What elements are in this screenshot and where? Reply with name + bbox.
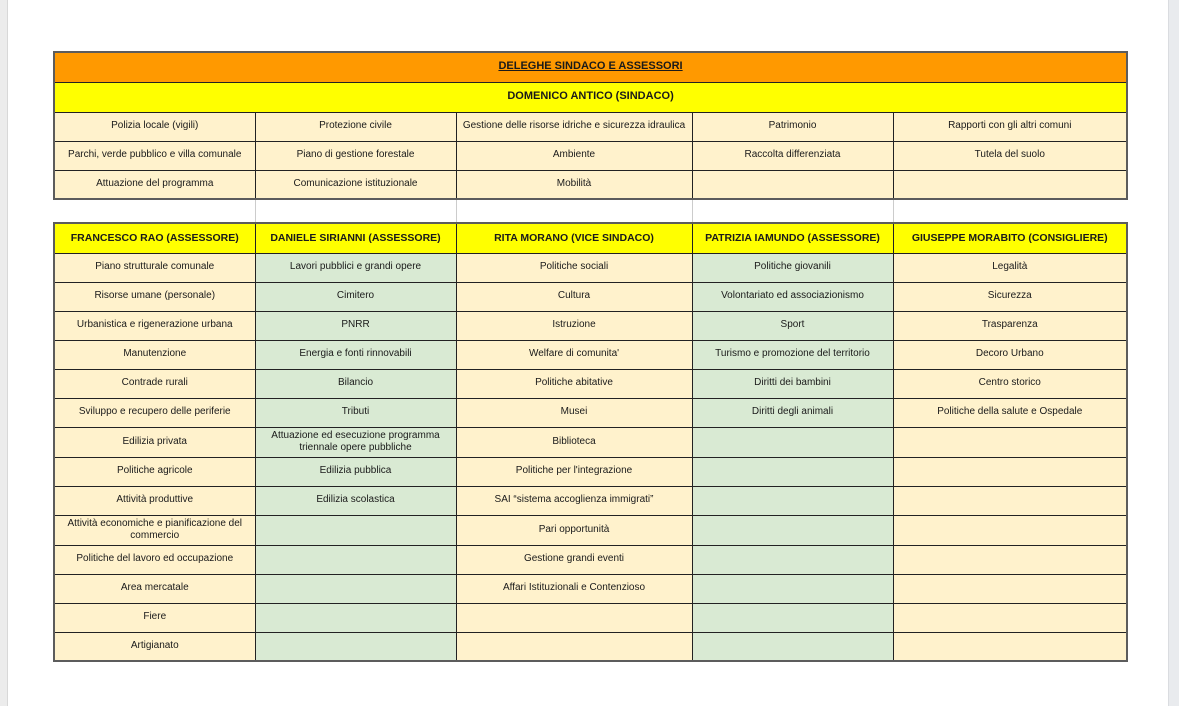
gap-column-divider (456, 200, 457, 222)
delega-cell (692, 170, 893, 199)
delega-cell: Protezione civile (255, 112, 456, 141)
table-row (54, 515, 1127, 545)
delega-cell: Attuazione ed esecuzione programma triennale opere pubbliche (255, 427, 456, 457)
table-row (54, 632, 1127, 661)
delega-cell (255, 603, 456, 632)
delega-cell: Politiche abitative (456, 369, 692, 398)
table-row (54, 282, 1127, 311)
delega-cell: Decoro Urbano (893, 340, 1127, 369)
delega-cell: Politiche per l'integrazione (456, 457, 692, 486)
delega-cell (893, 486, 1127, 515)
table-row (54, 170, 1127, 199)
delega-cell: Ambiente (456, 141, 692, 170)
sindaco-delegations-table (53, 51, 1128, 200)
table-row (54, 603, 1127, 632)
scrollbar-track[interactable] (1168, 0, 1179, 706)
delega-cell (893, 603, 1127, 632)
delega-cell: Patrimonio (692, 112, 893, 141)
delega-cell: Biblioteca (456, 427, 692, 457)
delega-cell (692, 457, 893, 486)
delega-cell: Area mercatale (54, 574, 255, 603)
delega-cell: Gestione delle risorse idriche e sicurezza idraulica (456, 112, 692, 141)
table-row (54, 398, 1127, 427)
delega-cell: Politiche del lavoro ed occupazione (54, 545, 255, 574)
delega-cell: Diritti dei bambini (692, 369, 893, 398)
delega-cell: Turismo e promozione del territorio (692, 340, 893, 369)
table-row (54, 574, 1127, 603)
table-row (54, 311, 1127, 340)
delega-cell: Sport (692, 311, 893, 340)
gap-column-divider (255, 200, 256, 222)
delega-cell: Politiche della salute e Ospedale (893, 398, 1127, 427)
delega-cell: Contrade rurali (54, 369, 255, 398)
assessori-table-body (54, 253, 1127, 661)
assessori-delegations-table (53, 222, 1128, 662)
sindaco-header-row (54, 82, 1127, 112)
delega-cell (893, 545, 1127, 574)
delega-cell (692, 515, 893, 545)
table-row (54, 340, 1127, 369)
delega-cell: SAI “sistema accoglienza immigrati” (456, 486, 692, 515)
delega-cell (893, 457, 1127, 486)
delega-cell: Tutela del suolo (893, 141, 1127, 170)
delega-cell: Istruzione (456, 311, 692, 340)
table-row (54, 457, 1127, 486)
delega-cell: Mobilità (456, 170, 692, 199)
delega-cell: Edilizia scolastica (255, 486, 456, 515)
page-title: DELEGHE SINDACO E ASSESSORI (54, 52, 1127, 82)
delega-cell: Parchi, verde pubblico e villa comunale (54, 141, 255, 170)
delega-cell: Comunicazione istituzionale (255, 170, 456, 199)
delega-cell: Polizia locale (vigili) (54, 112, 255, 141)
left-gutter (0, 0, 8, 706)
delega-cell (893, 427, 1127, 457)
delega-cell (692, 427, 893, 457)
assessore-header-cell: RITA MORANO (VICE SINDACO) (456, 223, 692, 253)
delega-cell: Piano strutturale comunale (54, 253, 255, 282)
delega-cell: Manutenzione (54, 340, 255, 369)
delega-cell (893, 574, 1127, 603)
gap-column-divider (692, 200, 693, 222)
sindaco-table-body (54, 112, 1127, 199)
delega-cell: Musei (456, 398, 692, 427)
sindaco-header: DOMENICO ANTICO (SINDACO) (54, 82, 1127, 112)
delega-cell (692, 486, 893, 515)
delega-cell (893, 515, 1127, 545)
delega-cell: Lavori pubblici e grandi opere (255, 253, 456, 282)
table-row (54, 486, 1127, 515)
delega-cell (255, 632, 456, 661)
document-sheet (53, 51, 1130, 662)
table-gap (53, 200, 1126, 222)
delega-cell: Centro storico (893, 369, 1127, 398)
delega-cell (255, 515, 456, 545)
table-row (54, 141, 1127, 170)
delega-cell: Sviluppo e recupero delle periferie (54, 398, 255, 427)
delega-cell: PNRR (255, 311, 456, 340)
table-row (54, 545, 1127, 574)
assessore-header-cell: GIUSEPPE MORABITO (CONSIGLIERE) (893, 223, 1127, 253)
delega-cell: Politiche sociali (456, 253, 692, 282)
delega-cell: Attuazione del programma (54, 170, 255, 199)
delega-cell: Fiere (54, 603, 255, 632)
delega-cell (893, 632, 1127, 661)
delega-cell (255, 545, 456, 574)
delega-cell: Affari Istituzionali e Contenzioso (456, 574, 692, 603)
delega-cell: Rapporti con gli altri comuni (893, 112, 1127, 141)
delega-cell (692, 632, 893, 661)
delega-cell: Bilancio (255, 369, 456, 398)
delega-cell: Piano di gestione forestale (255, 141, 456, 170)
assessori-header-row (54, 223, 1127, 253)
delega-cell: Cultura (456, 282, 692, 311)
delega-cell (456, 603, 692, 632)
delega-cell: Cimitero (255, 282, 456, 311)
delega-cell (456, 632, 692, 661)
table-row (54, 253, 1127, 282)
table-row (54, 112, 1127, 141)
delega-cell: Attività produttive (54, 486, 255, 515)
table-row (54, 369, 1127, 398)
table-title-row (54, 52, 1127, 82)
delega-cell: Politiche giovanili (692, 253, 893, 282)
delega-cell (692, 545, 893, 574)
delega-cell: Politiche agricole (54, 457, 255, 486)
assessore-header-cell: PATRIZIA IAMUNDO (ASSESSORE) (692, 223, 893, 253)
delega-cell: Attività economiche e pianificazione del commercio (54, 515, 255, 545)
assessore-header-cell: FRANCESCO RAO (ASSESSORE) (54, 223, 255, 253)
delega-cell: Raccolta differenziata (692, 141, 893, 170)
gap-column-divider (893, 200, 894, 222)
delega-cell (692, 603, 893, 632)
delega-cell (893, 170, 1127, 199)
delega-cell: Legalità (893, 253, 1127, 282)
table-row (54, 427, 1127, 457)
delega-cell: Risorse umane (personale) (54, 282, 255, 311)
delega-cell: Diritti degli animali (692, 398, 893, 427)
delega-cell (692, 574, 893, 603)
delega-cell: Gestione grandi eventi (456, 545, 692, 574)
delega-cell: Sicurezza (893, 282, 1127, 311)
delega-cell: Volontariato ed associazionismo (692, 282, 893, 311)
delega-cell (255, 574, 456, 603)
delega-cell: Edilizia privata (54, 427, 255, 457)
delega-cell: Urbanistica e rigenerazione urbana (54, 311, 255, 340)
delega-cell: Trasparenza (893, 311, 1127, 340)
assessore-header-cell: DANIELE SIRIANNI (ASSESSORE) (255, 223, 456, 253)
delega-cell: Tributi (255, 398, 456, 427)
delega-cell: Pari opportunità (456, 515, 692, 545)
delega-cell: Edilizia pubblica (255, 457, 456, 486)
delega-cell: Artigianato (54, 632, 255, 661)
delega-cell: Welfare di comunita' (456, 340, 692, 369)
delega-cell: Energia e fonti rinnovabili (255, 340, 456, 369)
